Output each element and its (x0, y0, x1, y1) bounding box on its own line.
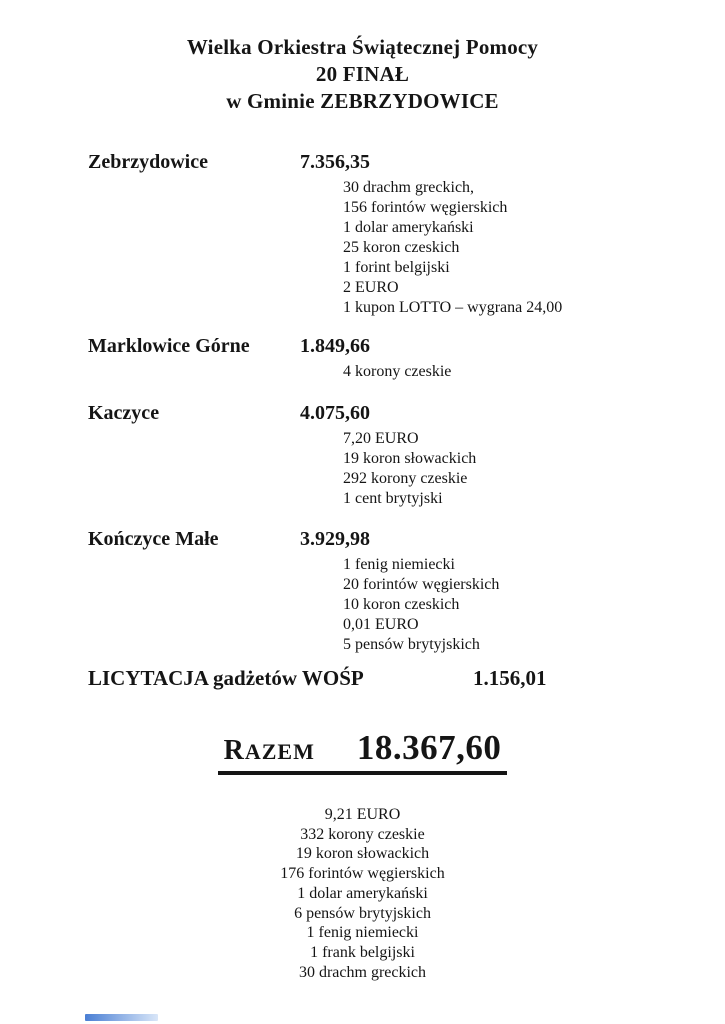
locality-name: Zebrzydowice (88, 151, 208, 173)
section-header (0, 335, 725, 358)
locality-name: Kończyce Małe (88, 528, 219, 550)
locality-amount: 7.356,35 (300, 151, 370, 173)
currency-item: 20 forintów węgierskich (343, 576, 500, 593)
locality-amount: 1.849,66 (300, 335, 370, 357)
foreign-currency-summary (0, 805, 725, 982)
summary-item: 1 dolar amerykański (297, 884, 428, 902)
currency-item: 292 korony czeskie (343, 470, 468, 487)
currency-item: 1 dolar amerykański (343, 219, 474, 236)
section-konczyce-male (0, 528, 725, 655)
summary-item: 9,21 EURO (324, 806, 401, 823)
document-title (0, 34, 725, 115)
summary-item: 1 fenig niemiecki (306, 924, 419, 942)
currency-item: 19 koron słowackich (343, 450, 477, 467)
section-marklowice-gorne (0, 335, 725, 382)
locality-amount: 4.075,60 (300, 402, 370, 424)
currency-item: 5 pensów brytyjskich (343, 636, 480, 653)
currency-item-list (343, 178, 725, 318)
summary-item: 30 drachm greckich (298, 963, 427, 981)
title-line-2: 20 FINAŁ (315, 62, 410, 86)
total-row (0, 728, 725, 775)
section-kaczyce (0, 402, 725, 509)
currency-item-list (343, 555, 725, 655)
section-header (0, 528, 725, 551)
currency-item-list (343, 429, 725, 509)
summary-item: 176 forintów węgierskich (280, 865, 445, 883)
section-header (0, 402, 725, 425)
currency-item: 7,20 EURO (343, 430, 419, 447)
summary-item: 6 pensów brytyjskich (294, 904, 431, 922)
currency-item: 1 kupon LOTTO – wygrana 24,00 (343, 299, 563, 316)
locality-name: Marklowice Górne (88, 335, 250, 357)
locality-name: Kaczyce (88, 402, 160, 424)
total-underlined-group (218, 728, 508, 775)
total-label: RAZEM (223, 735, 315, 766)
currency-item: 0,01 EURO (343, 616, 419, 633)
auction-label: LICYTACJA gadżetów WOŚP (88, 666, 364, 690)
currency-item: 1 cent brytyjski (343, 490, 443, 507)
currency-item: 1 forint belgijski (343, 259, 450, 276)
locality-amount: 3.929,98 (300, 528, 370, 550)
currency-item: 4 korony czeskie (343, 363, 452, 380)
currency-item: 156 forintów węgierskich (343, 199, 508, 216)
currency-item: 2 EURO (343, 279, 399, 296)
section-zebrzydowice (0, 151, 725, 318)
summary-item: 1 frank belgijski (310, 943, 415, 961)
auction-row (0, 666, 725, 690)
currency-item: 25 koron czeskich (343, 239, 460, 256)
summary-item: 19 koron słowackich (295, 845, 430, 863)
currency-item: 1 fenig niemiecki (343, 556, 455, 573)
summary-item: 332 korony czeskie (300, 825, 425, 843)
currency-item: 30 drachm greckich, (343, 179, 475, 196)
currency-item-list (343, 362, 725, 382)
title-line-3: w Gminie ZEBRZYDOWICE (226, 89, 499, 113)
auction-amount: 1.156,01 (473, 666, 547, 690)
title-line-1: Wielka Orkiestra Świątecznej Pomocy (186, 35, 539, 59)
currency-item: 10 koron czeskich (343, 596, 460, 613)
total-amount: 18.367,60 (356, 728, 502, 767)
bottom-blue-strip (85, 1014, 158, 1021)
section-header (0, 151, 725, 174)
